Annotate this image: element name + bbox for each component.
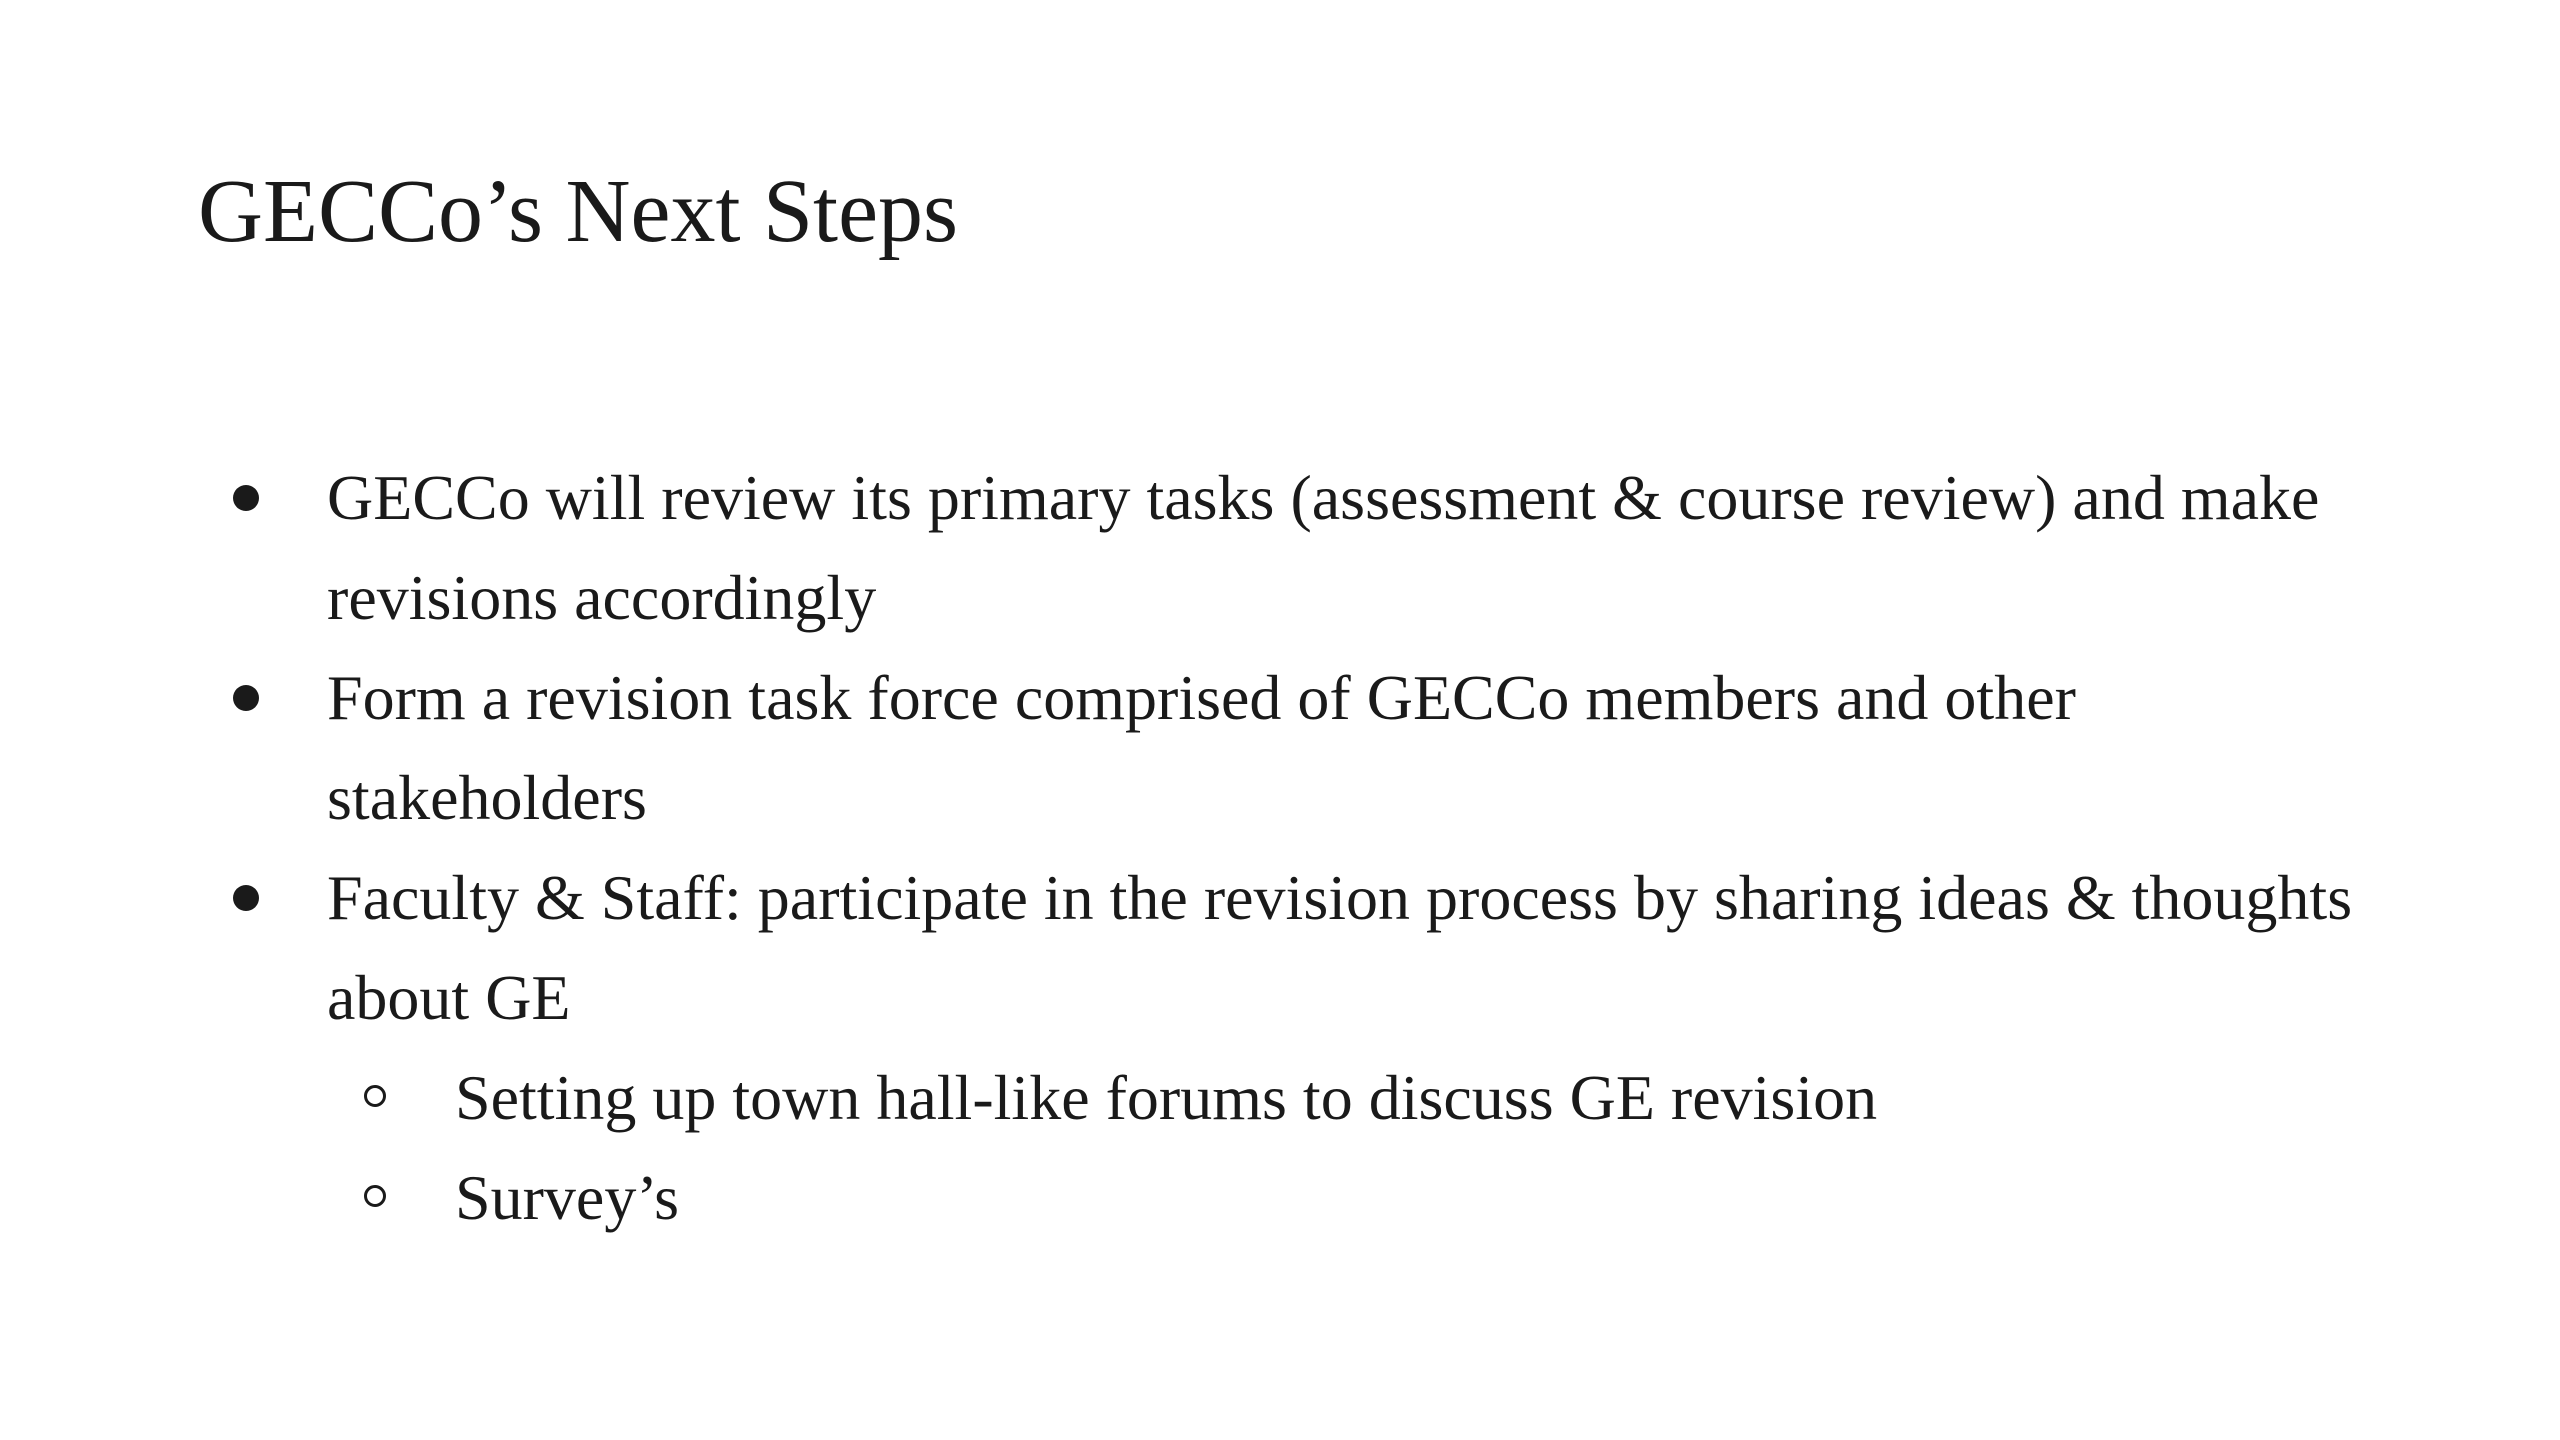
bullet-circle-icon: [364, 1185, 386, 1207]
bullet-text: Form a revision task force comprised of GECCo members and other stakeholders: [327, 662, 2076, 833]
bullet-item-task-force: [0, 648, 2367, 848]
sub-bullet-text: Setting up town hall-like forums to discuss GE revision: [455, 1062, 1878, 1133]
sub-bullet-item-surveys: [327, 1148, 2367, 1248]
slide-title: GECCo’s Next Steps: [198, 162, 959, 261]
bullet-list: [0, 448, 2560, 1248]
bullet-text: Faculty & Staff: participate in the revision process by sharing ideas & thoughts about GE: [327, 862, 2353, 1033]
bullet-text: GECCo will review its primary tasks (assessment & course review) and make revisions accordingly: [327, 462, 2320, 633]
sub-bullet-list: [327, 1048, 2367, 1248]
bullet-dot-icon: [233, 885, 259, 911]
bullet-dot-icon: [233, 685, 259, 711]
bullet-dot-icon: [233, 485, 259, 511]
sub-bullet-text: Survey’s: [455, 1162, 679, 1233]
bullet-item-faculty-staff: [0, 848, 2367, 1248]
bullet-circle-icon: [364, 1085, 386, 1107]
bullet-item-review-tasks: [0, 448, 2367, 648]
sub-bullet-item-town-hall: [327, 1048, 2367, 1148]
